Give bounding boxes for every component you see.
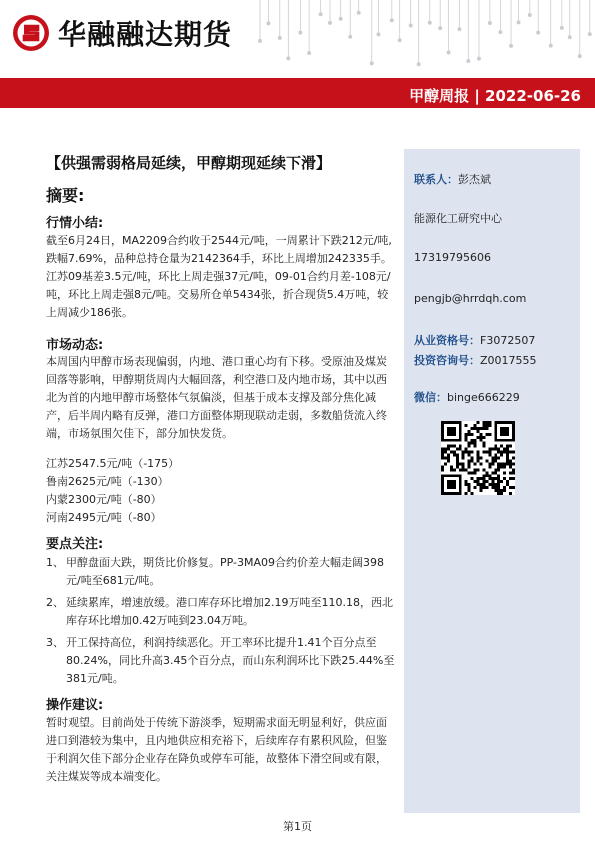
operation-advice-text: 暂时观望。目前尚处于传统下游淡季，短期需求面无明显利好，供应面进口到港较为集中，且内地供应相充裕下，后续库存有累积风险，但鉴于利润欠佳下部分企业存在降负或停车可能，故整体下滑空间或有限，关注煤炭等成本端变化。 bbox=[46, 716, 387, 783]
key-point-number: 1、 bbox=[46, 556, 64, 569]
key-points-heading: 要点关注: bbox=[46, 537, 104, 552]
license-number: F3072507 bbox=[480, 334, 536, 347]
price-line: 鲁南2625元/吨（-130） bbox=[46, 475, 169, 488]
company-logo-icon bbox=[12, 14, 50, 52]
advisor-label: 投资咨询号： bbox=[414, 354, 480, 367]
key-point-text: 甲醇盘面大跌，期货比价修复。PP-3MA09合约价差大幅走阔398元/吨至681元/吨。 bbox=[66, 556, 384, 587]
email-address: pengjb@hrrdqh.com bbox=[414, 292, 527, 305]
wechat-row bbox=[414, 389, 520, 405]
market-summary-text: 截至6月24日，MA2209合约收于2544元/吨，一周累计下跌212元/吨,跌幅7.69%，品种总持仓量为2142364手，环比上周增加242335手。江苏09基差3.5元/吨，环比上周走强37元/吨，09-01合约月差-108元/吨，环比上周走强8元/吨。交易所仓单5434张，折合现货5.4万吨，较上周减少186张。 bbox=[46, 234, 392, 319]
market-dynamics-text: 本周国内甲醇市场表现偏弱，内地、港口重心均有下移。受原油及煤炭回落等影响，甲醇期货周内大幅回落，利空港口及内地市场，其中以西北为首的内地甲醇市场整体气氛偏淡，但基于成本支撑及部分焦化减产，后半周内略有反弹，港口方面整体期现联动走弱，多数船货流入终端，市场氛围欠佳下，部分加快发货。 bbox=[46, 355, 387, 440]
wechat-id: binge666229 bbox=[447, 391, 520, 404]
department: 能源化工研究中心 bbox=[414, 212, 502, 225]
contact-name: 彭杰斌 bbox=[458, 173, 491, 186]
market-summary-heading: 行情小结: bbox=[46, 216, 104, 231]
key-point-item bbox=[46, 634, 396, 688]
summary-heading: 摘要: bbox=[46, 186, 85, 205]
key-point-item bbox=[46, 554, 396, 590]
market-dynamics-heading: 市场动态: bbox=[46, 338, 104, 353]
key-point-number: 3、 bbox=[46, 636, 64, 649]
page-number: 第1页 bbox=[283, 820, 312, 833]
advisor-row bbox=[414, 352, 537, 368]
key-point-text: 延续累库，增速放缓。港口库存环比增加2.19万吨至110.18，西北库存环比增加0.42万吨到23.04万吨。 bbox=[66, 596, 393, 627]
page-header bbox=[0, 0, 595, 78]
contact-label: 联系人： bbox=[414, 173, 458, 186]
key-point-item bbox=[46, 594, 396, 630]
phone-number: 17319795606 bbox=[414, 251, 491, 264]
advisor-number: Z0017555 bbox=[480, 354, 537, 367]
wechat-qr-code bbox=[441, 421, 515, 495]
wechat-label: 微信： bbox=[414, 391, 447, 404]
operation-advice-heading: 操作建议: bbox=[46, 698, 104, 713]
key-point-number: 2、 bbox=[46, 596, 64, 609]
key-point-text: 开工保持高位，利润持续恶化。开工率环比提升1.41个百分点至80.24%，同比升高3.45个百分点，而山东利润环比下跌25.44%至381元/吨。 bbox=[66, 636, 395, 685]
price-line: 内蒙2300元/吨（-80） bbox=[46, 493, 162, 506]
report-title: 甲醇周报 | 2022-06-26 bbox=[409, 87, 581, 105]
contact-row bbox=[414, 171, 491, 187]
license-row bbox=[414, 332, 535, 348]
price-line: 江苏2547.5元/吨（-175） bbox=[46, 457, 180, 470]
license-label: 从业资格号： bbox=[414, 334, 480, 347]
price-line: 河南2495元/吨（-80） bbox=[46, 511, 162, 524]
header-decoration bbox=[250, 0, 595, 78]
report-headline: 【供强需弱格局延续，甲醇期现延续下滑】 bbox=[46, 154, 332, 172]
brand-name: 华融融达期货 bbox=[58, 18, 233, 51]
